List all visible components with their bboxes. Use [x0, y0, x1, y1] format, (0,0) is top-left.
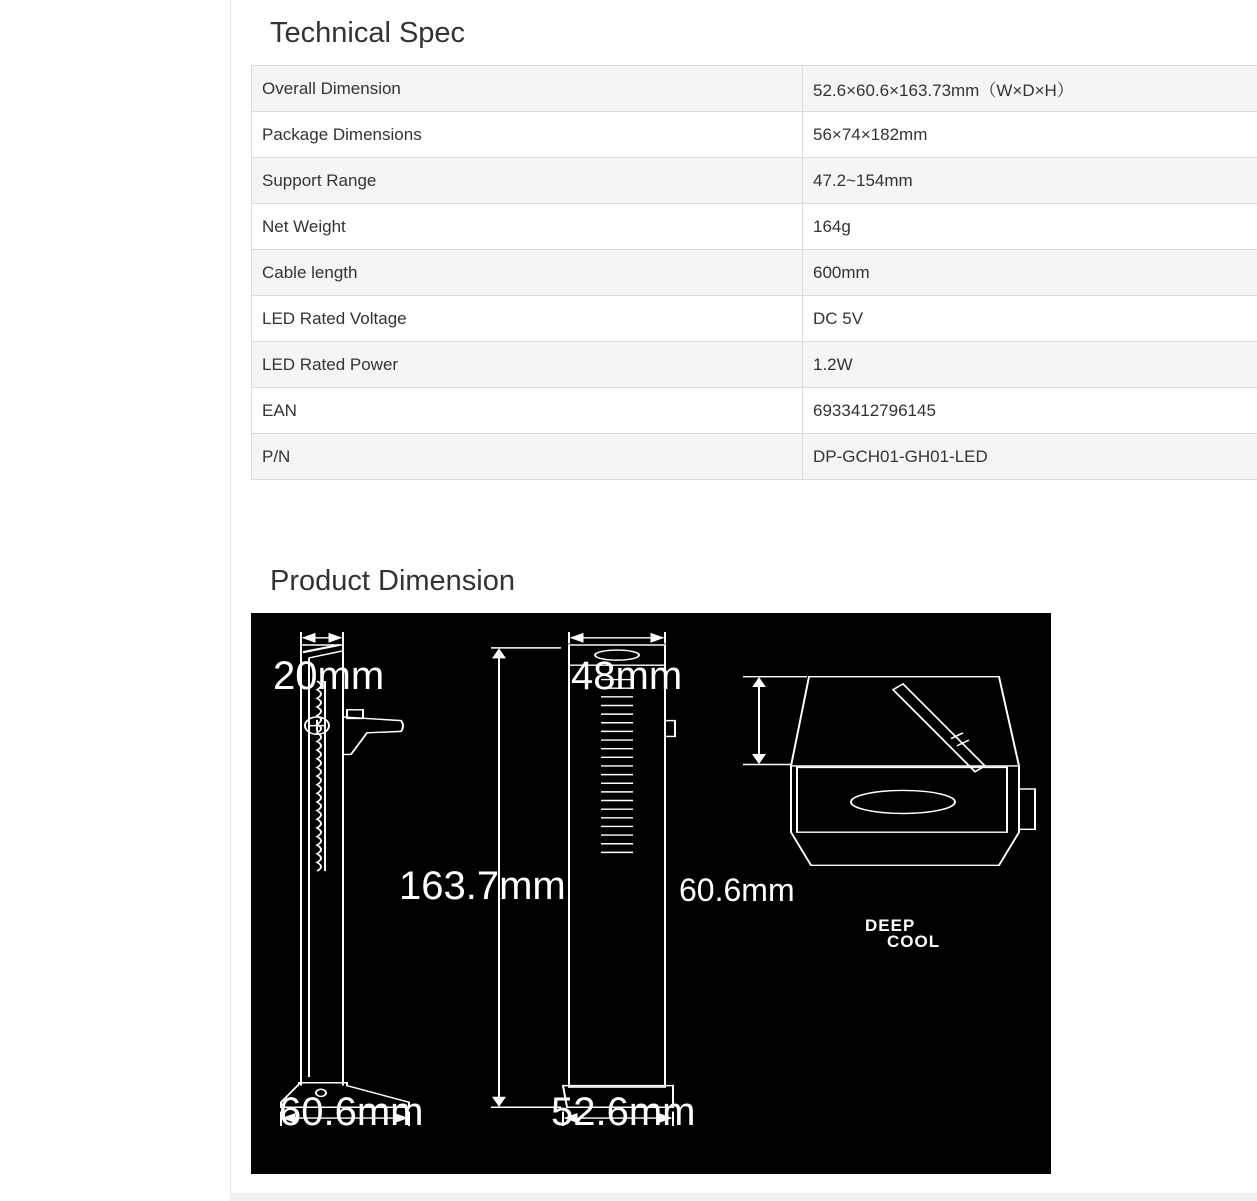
side-width-label: 20mm	[273, 654, 385, 698]
bottom-band	[230, 1193, 1257, 1201]
table-row	[252, 388, 1257, 434]
table-row	[252, 342, 1257, 388]
spec-value: 6933412796145	[803, 388, 1257, 434]
dimension-drawing-svg	[251, 613, 1051, 1174]
spec-label: Support Range	[252, 158, 803, 204]
table-row	[252, 296, 1257, 342]
spec-label: Overall Dimension	[252, 66, 803, 112]
depth-top-label: 60.6mm	[679, 872, 795, 908]
spec-value: DC 5V	[803, 296, 1257, 342]
technical-spec-title: Technical Spec	[270, 17, 466, 49]
spec-label: P/N	[252, 434, 803, 480]
spec-value: 164g	[803, 204, 1257, 250]
table-row	[252, 158, 1257, 204]
logo-text-deep: DEEP	[865, 916, 916, 935]
table-row	[252, 112, 1257, 158]
spec-value: 600mm	[803, 250, 1257, 296]
spec-value: 1.2W	[803, 342, 1257, 388]
spec-label: Package Dimensions	[252, 112, 803, 158]
product-dimension-drawing	[251, 613, 1051, 1174]
spec-label: LED Rated Power	[252, 342, 803, 388]
base-depth-label: 60.6mm	[279, 1090, 424, 1134]
spec-table	[251, 65, 1257, 480]
base-width-label: 52.6mm	[551, 1090, 696, 1134]
table-row	[252, 66, 1257, 112]
table-row	[252, 434, 1257, 480]
left-rail	[0, 0, 231, 1201]
spec-value: DP-GCH01-GH01-LED	[803, 434, 1257, 480]
side-view	[281, 632, 409, 1126]
table-row	[252, 250, 1257, 296]
spec-label: Net Weight	[252, 204, 803, 250]
main-content	[232, 0, 1257, 1201]
top-view	[743, 677, 1035, 866]
spec-value: 52.6×60.6×163.73mm（W×D×H）	[803, 66, 1257, 112]
spec-value: 56×74×182mm	[803, 112, 1257, 158]
spec-label: LED Rated Voltage	[252, 296, 803, 342]
spec-label: Cable length	[252, 250, 803, 296]
table-row	[252, 204, 1257, 250]
spec-value: 47.2~154mm	[803, 158, 1257, 204]
product-dimension-title: Product Dimension	[270, 565, 515, 597]
front-width-label: 48mm	[571, 654, 683, 698]
logo-text-cool: COOL	[887, 932, 941, 951]
height-label: 163.7mm	[399, 864, 566, 908]
spec-label: EAN	[252, 388, 803, 434]
